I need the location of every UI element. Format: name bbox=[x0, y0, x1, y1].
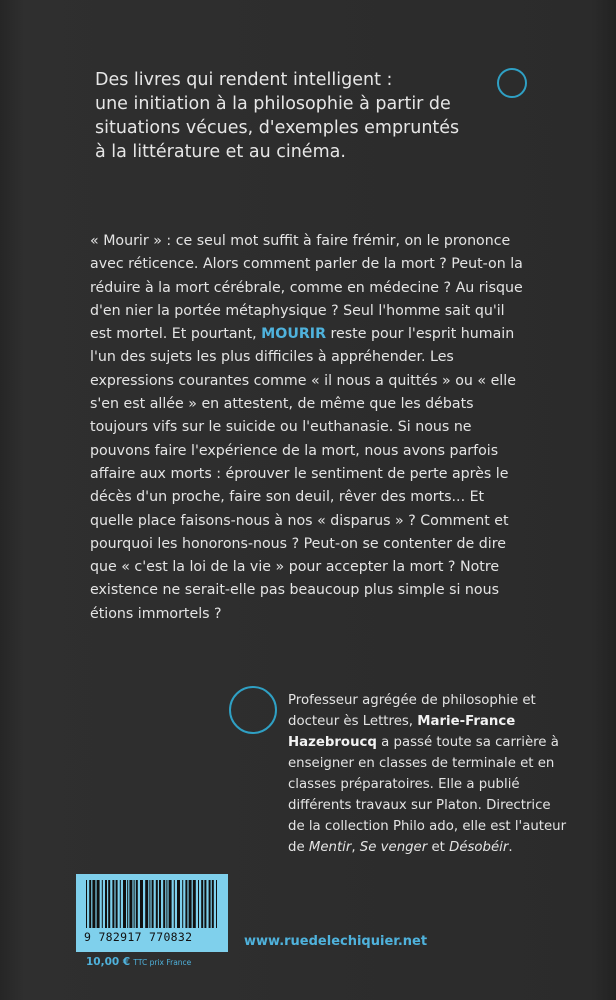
barcode-bar bbox=[149, 880, 150, 928]
barcode-bar bbox=[116, 880, 118, 928]
book-title: Désobéir bbox=[449, 840, 509, 855]
barcode-bar bbox=[166, 880, 167, 928]
bio-text: Professeur agrégée de philosophie et docteur ès Lettres, bbox=[288, 693, 536, 729]
barcode-bar bbox=[163, 880, 165, 928]
bio-text: , bbox=[351, 840, 360, 855]
barcode-bar bbox=[92, 880, 95, 928]
bio-text: a passé toute sa carrière à enseigner en classes de terminale et en classes préparatoires. Elle a publié différents travaux sur Platon. Directrice de la collection Philo ado, elle est l'auteur de bbox=[288, 735, 567, 855]
barcode-bar bbox=[108, 880, 110, 928]
blurb-text: reste pour l'esprit humain l'un des sujets les plus difficiles à appréhender. Les expressions courantes comme « il nous a quittés » ou « elle s'en est allée » en attestent, de même que les débats toujours vifs sur le suicide ou l'euthanasie. Si nous ne pouvons faire l'expérience de la mort, nous avons parfois affaire aux morts : éprouver le sentiment de perte après le décès d'un proche, faire son deuil, rêver des morts... Et quelle place faisons-nous à nos « disparus » ? Comment et pourquoi les honorons-nous ? Peut-on se contenter de dire que « c'est la loi de la vie » pour accepter la mort ? Notre existence ne serait-elle pas beaucoup plus simple si nous étions immortels ? bbox=[90, 326, 516, 622]
barcode-bar bbox=[177, 880, 180, 928]
barcode-bar bbox=[140, 880, 143, 928]
barcode-bar bbox=[97, 880, 100, 928]
barcode-bar bbox=[156, 880, 158, 928]
publisher-website[interactable]: www.ruedelechiquier.net bbox=[244, 934, 428, 949]
price-label bbox=[86, 956, 191, 968]
barcode-bar bbox=[185, 880, 187, 928]
price-suffix: TTC prix France bbox=[133, 958, 192, 967]
barcode-bar bbox=[174, 880, 175, 928]
barcode-bar bbox=[136, 880, 138, 928]
tagline-line: situations vécues, d'exemples empruntés bbox=[95, 118, 460, 138]
tagline-line: Des livres qui rendent intelligent : bbox=[95, 70, 393, 90]
tagline-line: à la littérature et au cinéma. bbox=[95, 142, 346, 162]
book-blurb bbox=[90, 230, 530, 626]
decorative-circle-icon bbox=[229, 686, 277, 734]
barcode-bar bbox=[198, 880, 199, 928]
barcode-bar bbox=[201, 880, 203, 928]
barcode-bar bbox=[105, 880, 107, 928]
bio-text: . bbox=[508, 840, 513, 855]
barcode-bar bbox=[182, 880, 183, 928]
barcode-bar bbox=[152, 880, 154, 928]
barcode-bar bbox=[89, 880, 91, 928]
barcode-bar bbox=[112, 880, 114, 928]
barcode-bar bbox=[145, 880, 148, 928]
book-title: Se venger bbox=[359, 840, 428, 855]
series-tagline bbox=[95, 68, 515, 164]
barcode-bar bbox=[127, 880, 128, 928]
barcode-bar bbox=[169, 880, 172, 928]
barcode-bars bbox=[84, 880, 220, 928]
author-bio bbox=[288, 690, 568, 858]
barcode-bar bbox=[86, 880, 87, 928]
tagline-line: une initiation à la philosophie à partir de bbox=[95, 94, 451, 114]
book-title: Mentir bbox=[308, 840, 352, 855]
barcode-bar bbox=[204, 880, 206, 928]
price-amount: 10,00 € bbox=[86, 956, 131, 968]
barcode-bar bbox=[123, 880, 126, 928]
barcode-bar bbox=[212, 880, 214, 928]
isbn-barcode bbox=[76, 874, 228, 952]
barcode-bar bbox=[216, 880, 217, 928]
title-keyword: MOURIR bbox=[261, 326, 326, 343]
bio-text: et bbox=[427, 840, 450, 855]
barcode-bar bbox=[193, 880, 196, 928]
barcode-bar bbox=[134, 880, 135, 928]
barcode-bar bbox=[120, 880, 121, 928]
barcode-bar bbox=[102, 880, 103, 928]
barcode-bar bbox=[159, 880, 161, 928]
barcode-bar bbox=[189, 880, 192, 928]
barcode-bar bbox=[129, 880, 132, 928]
isbn-number: 9 782917 770832 bbox=[84, 930, 193, 944]
barcode-bar bbox=[209, 880, 211, 928]
author-name: Marie-France Hazebroucq bbox=[288, 714, 516, 750]
blurb-text: « Mourir » : ce seul mot suffit à faire frémir, on le prononce avec réticence. Alors comment parler de la mort ? Peut-on la réduire à la mort cérébrale, comme en médecine ? Au risque d'en nier la portée métaphysique ? Seul l'homme sait qu'il est mortel. Et pourtant, bbox=[90, 233, 523, 343]
